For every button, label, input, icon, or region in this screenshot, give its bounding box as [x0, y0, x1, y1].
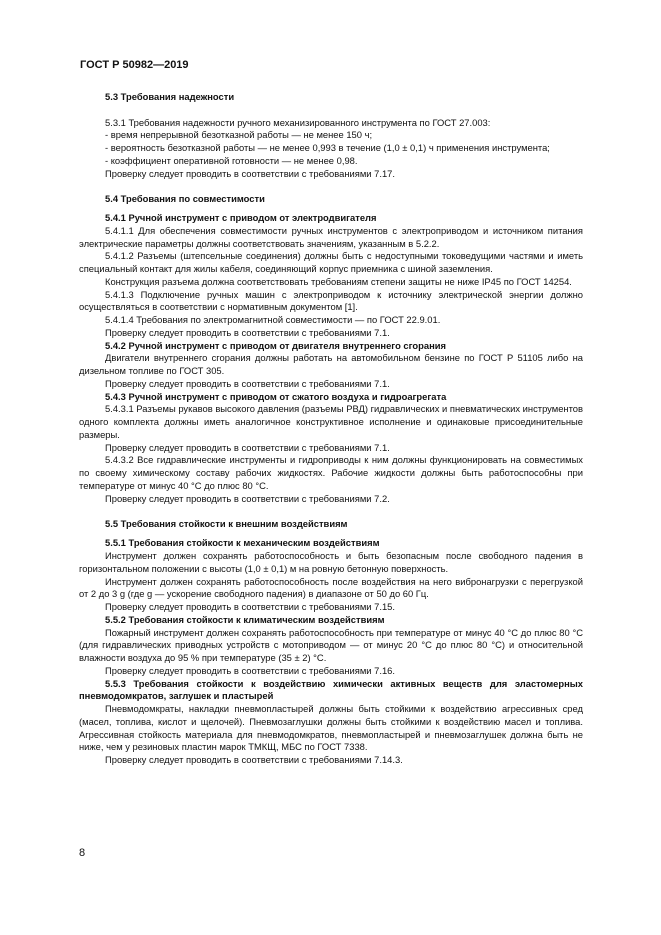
section-heading-5-3: 5.3 Требования надежности: [105, 91, 235, 102]
paragraph: Проверку следует проводить в соответствии с требованиями 7.15.: [105, 601, 395, 613]
section-heading-5-4: 5.4 Требования по совместимости: [105, 193, 265, 205]
subsection-heading-5-5-3: 5.5.3 Требования стойкости к воздействию химически активных веществ для эластомерных пневмодомкратов, заглушек и пластырей: [79, 677, 583, 702]
page-number: 8: [79, 847, 86, 859]
paragraph: Пожарный инструмент должен сохранять работоспособность при температуре от минус 40 °С до плюс 80 °С (для гидравлических приводных устройств с мотоприводом — от минус 20 °С до плюс 80 °С) и относительной влажности воздуха до 95 % при температуре (35 ± 2) °С.: [79, 626, 583, 664]
paragraph: Проверку следует проводить в соответствии с требованиями 7.17.: [105, 167, 395, 179]
subsection-heading-5-4-3: 5.4.3 Ручной инструмент с приводом от сжатого воздуха и гидроагрегата: [105, 390, 447, 402]
subsection-heading-5-4-2: 5.4.2 Ручной инструмент с приводом от двигателя внутреннего сгорания: [105, 339, 446, 351]
list-item: - коэффициент оперативной готовности — не менее 0,98.: [105, 154, 358, 166]
paragraph: Инструмент должен сохранять работоспособность и быть безопасным после свободного падения в горизонтальном положении с высоты (1,0 ± 0,1) м на ровную бетонную поверхность.: [79, 550, 583, 574]
document-header: ГОСТ Р 50982—2019: [80, 59, 189, 71]
paragraph: Проверку следует проводить в соответствии с требованиями 7.16.: [105, 664, 395, 676]
subsection-heading-5-4-1: 5.4.1 Ручной инструмент с приводом от электродвигателя: [105, 212, 377, 224]
subsection-heading-5-5-2: 5.5.2 Требования стойкости к климатическим воздействиям: [105, 613, 385, 625]
paragraph: 5.3.1 Требования надежности ручного механизированного инструмента по ГОСТ 27.003:: [105, 116, 491, 128]
paragraph: Проверку следует проводить в соответствии с требованиями 7.1.: [105, 441, 390, 453]
paragraph: 5.4.3.1 Разъемы рукавов высокого давления (разъемы РВД) гидравлических и пневматических инструментов одного комплекта должны иметь аналогичное конструктивное исполнение и одинаковые присоединительные размеры.: [79, 403, 583, 440]
paragraph: Проверку следует проводить в соответствии с требованиями 7.1.: [105, 377, 390, 389]
list-item: - время непрерывной безотказной работы — не менее 150 ч;: [105, 129, 373, 141]
paragraph: Инструмент должен сохранять работоспособность после воздействия на него вибронагрузки с перегрузкой от 2 до 3 g (где g — ускорение свободного падения) в диапазоне от 50 до 60 Гц.: [79, 575, 583, 600]
paragraph: Проверку следует проводить в соответствии с требованиями 7.1.: [105, 326, 390, 338]
document-body: [79, 91, 583, 767]
paragraph: 5.4.1.4 Требования по электромагнитной совместимости — по ГОСТ 22.9.01.: [105, 314, 441, 326]
paragraph: Проверку следует проводить в соответствии с требованиями 7.2.: [105, 492, 390, 504]
paragraph: Пневмодомкраты, накладки пневмопластырей должны быть стойкими к воздействию агрессивных сред (масел, топлива, кислот и щелочей). Пневмозаглушки должны быть стойкими к воздействию масел и топлива. Агрессивная стойкость материала для пневмодомкратов, пневмопластырей и пневмозаглушек должна быть не ниже, чем у резиновых пластин марок ТМКЩ, МБС по ГОСТ 7338.: [79, 703, 583, 753]
paragraph: Двигатели внутреннего сгорания должны работать на автомобильном бензине по ГОСТ Р 51105 либо на дизельном топливе по ГОСТ 305.: [79, 352, 583, 377]
list-item: - вероятность безотказной работы — не менее 0,993 в течение (1,0 ± 0,1) ч применения инструмента;: [105, 142, 550, 154]
section-heading-5-5: 5.5 Требования стойкости к внешним воздействиям: [105, 518, 348, 530]
subsection-heading-5-5-1: 5.5.1 Требования стойкости к механическим воздействиям: [105, 537, 380, 549]
paragraph: 5.4.3.2 Все гидравлические инструменты и гидроприводы к ним должны функционировать на совместимых по своему химическому составу рабочих жидкостях. Рабочие жидкости должны быть работоспособны при температуре от минус 40 °С до плюс 80 °С.: [79, 454, 583, 491]
paragraph: 5.4.1.3 Подключение ручных машин с электроприводом к источнику электрической энергии должно осуществляться в соответствии с нормативным документом [1].: [79, 288, 583, 313]
paragraph: 5.4.1.2 Разъемы (штепсельные соединения) должны быть с недоступными токоведущими частями и иметь специальный контакт для жилы кабеля, соединяющий корпус приемника с шиной заземления.: [79, 250, 583, 275]
paragraph: 5.4.1.1 Для обеспечения совместимости ручных инструментов с электроприводом и источником питания электрические параметры должны соответствовать значениям, указанным в 5.2.2.: [79, 224, 583, 249]
paragraph: Проверку следует проводить в соответствии с требованиями 7.14.3.: [105, 754, 403, 766]
paragraph: Конструкция разъема должна соответствовать требованиям степени защиты не ниже IP45 по ГОСТ 14254.: [105, 275, 572, 287]
